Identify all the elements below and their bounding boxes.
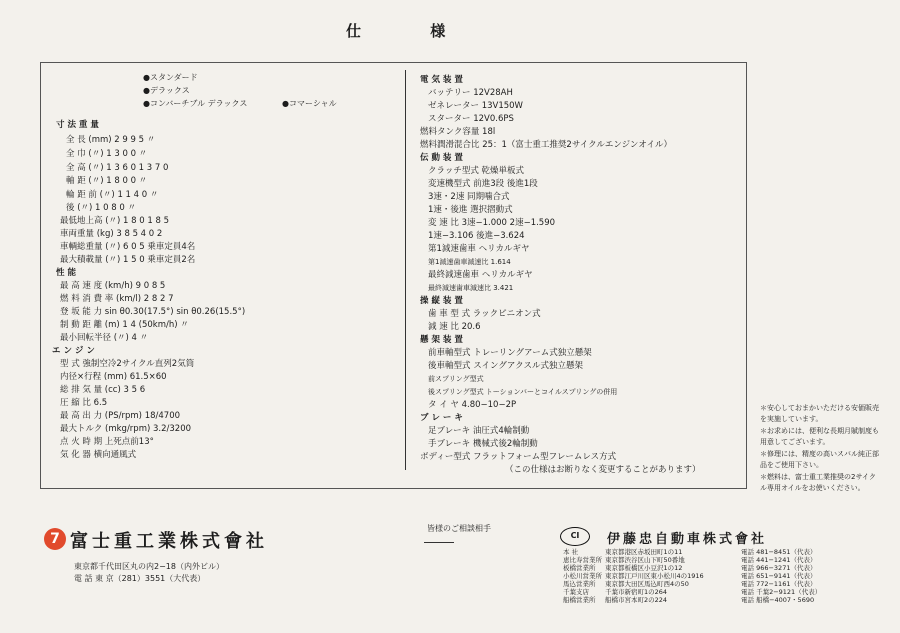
subaru-logo <box>44 528 66 550</box>
left-spec-line: 寸 法 重 量 <box>56 120 99 130</box>
left-spec-line: 最小回転半径 (〃) 4 〃 <box>60 333 149 343</box>
right-spec-line: バッテリー 12V28AH <box>428 88 513 98</box>
model-deluxe: ●デラックス <box>143 86 190 95</box>
branch-row: 船橋営業所 船橋市宮本町2の224 電話 船橋−4007・5690 <box>563 596 815 604</box>
right-spec-line: 歯 車 型 式 ラックピニオン式 <box>428 309 541 319</box>
left-spec-line: 内径×行程 (mm) 61.5×60 <box>60 372 167 382</box>
side-note-4: ＊燃料は、富士重工業推奨の2サイクル専用オイルをお使いください。 <box>760 473 876 492</box>
logo-circle: 7 <box>44 528 66 550</box>
right-spec-line: タ イ ヤ 4.80−10−2P <box>428 400 517 410</box>
left-spec-line: 点 火 時 期 上死点前13° <box>60 437 154 447</box>
right-spec-line: 1速−3.106 後進−3.624 <box>428 231 525 241</box>
right-spec-line: 燃料潤滑混合比 25：1（富士重工推奨2サイクルエンジンオイル） <box>420 140 672 150</box>
branch-row: 本 社 東京都港区赤坂田町1の11 電話 481−8451（代表） <box>563 548 817 556</box>
right-spec-line: （この仕様はお断りなく変更することがあります） <box>505 465 701 475</box>
right-spec-line: ゼネレーター 13V150W <box>428 101 523 111</box>
side-note-2: ＊お求めには、便利な長期月賦制度も用意してございます。 <box>760 427 879 446</box>
right-spec-line: 最終減速歯車減速比 3.421 <box>428 284 514 292</box>
left-spec-line: 気 化 器 横向通風式 <box>60 450 137 460</box>
right-spec-line: 後車軸型式 スイングアクスル式独立懸架 <box>428 361 584 371</box>
left-spec-line: 最低地上高 (〃) 1 8 0 1 8 5 <box>60 216 169 226</box>
left-spec-line: 後 (〃) 1 0 8 0 〃 <box>66 203 136 213</box>
left-spec-line: 全 長 (mm) 2 9 9 5 〃 <box>66 135 156 145</box>
page-title: 仕 様 <box>346 22 478 40</box>
right-spec-line: クラッチ型式 乾燥単板式 <box>428 166 525 176</box>
left-spec-line: 圧 縮 比 6.5 <box>60 398 108 408</box>
right-spec-line: 後スプリング型式 トーションバーとコイルスプリングの併用 <box>428 388 618 396</box>
side-note-1: ＊安心しておまかいただける安価販売を実施しています。 <box>760 404 879 423</box>
left-spec-line: 車輌総重量 (〃) 6 0 5 乗車定員4名 <box>60 242 196 252</box>
right-spec-line: 燃料タンク容量 18l <box>420 127 496 137</box>
right-spec-line: 変 速 比 3速−1.000 2速−1.590 <box>428 218 556 228</box>
left-company-name: 富士重工業株式會社 <box>70 531 268 552</box>
left-spec-line: 最大積載量 (〃) 1 5 0 乗車定員2名 <box>60 255 196 265</box>
side-notes <box>760 403 880 495</box>
model-convertible-deluxe: ●コンバーチブル デラックス <box>143 99 248 108</box>
right-spec-line: 減 速 比 20.6 <box>428 322 481 332</box>
right-spec-line: 第1減速歯車減速比 1.614 <box>428 258 511 266</box>
left-spec-line: 車両重量 (kg) 3 8 5 4 0 2 <box>60 229 163 239</box>
right-spec-line: 懸 架 装 置 <box>420 335 463 345</box>
left-spec-line: 型 式 強制空冷2サイクル直列2気筒 <box>60 359 195 369</box>
left-spec-line: 燃 料 消 費 率 (km/l) 2 8 2 7 <box>60 294 174 304</box>
right-spec-line: スターター 12V0.6PS <box>428 114 514 124</box>
right-spec-line: 第1減速歯車 ヘリカルギヤ <box>428 244 530 254</box>
branch-list <box>563 548 861 604</box>
contact-label: 皆様のご相談相手 <box>427 524 491 533</box>
right-spec-line: ボディー型式 フラットフォーム型フレームレス方式 <box>420 452 617 462</box>
left-spec-line: 登 坂 能 力 sin θ0.30(17.5°) sin θ0.26(15.5°) <box>60 307 246 317</box>
contact-underline <box>424 542 454 543</box>
phone-line: 電 話 東 京（281）3551（大代表） <box>74 574 206 583</box>
right-spec-line: 前車軸型式 トレーリングアーム式独立懸架 <box>428 348 592 358</box>
left-spec-line: 総 排 気 量 (cc) 3 5 6 <box>60 385 146 395</box>
right-spec-line: 1速・後進 選択摺動式 <box>428 205 513 215</box>
branch-row: 馬込営業所 東京都大田区馬込町西4の50 電話 772−1161（代表） <box>563 580 817 588</box>
model-standard: ●スタンダード <box>143 73 198 82</box>
address-line: 東京都千代田区丸の内2−18（内外ビル） <box>74 562 224 571</box>
left-spec-line: 全 巾 (〃) 1 3 0 0 〃 <box>66 149 148 159</box>
side-note-3: ＊修理には、精度の高いスバル純正部品をご使用下さい。 <box>760 450 879 469</box>
right-spec-line: 足ブレーキ 油圧式4輪制動 <box>428 426 530 436</box>
right-spec-line: ブ レ ー キ <box>420 413 463 423</box>
left-spec-line: 軸 距 (〃) 1 8 0 0 〃 <box>66 176 148 186</box>
right-spec-line: 手ブレーキ 機械式後2輪制動 <box>428 439 538 449</box>
left-spec-line: 全 高 (〃) 1 3 6 0 1 3 7 0 <box>66 163 169 173</box>
branch-row: 恵比寿営業所 東京都渋谷区山下町50番地 電話 441−1241（代表） <box>563 556 817 564</box>
left-spec-line: エ ン ジ ン <box>52 346 95 356</box>
left-spec-line: 最大トルク (mkg/rpm) 3.2/3200 <box>60 424 192 434</box>
branch-row: 板橋営業所 東京都板橋区小豆沢1の12 電話 966−3271（代表） <box>563 564 817 572</box>
branch-row: 千葉支店 千葉市新宿町1の264 電話 千葉2−9121（代表） <box>563 588 822 596</box>
left-spec-line: 最 高 出 力 (PS/rpm) 18/4700 <box>60 411 181 421</box>
left-company-address <box>74 561 224 585</box>
left-spec-line: 制 動 距 離 (m) 1 4 (50km/h) 〃 <box>60 320 189 330</box>
right-spec-line: 最終減速歯車 ヘリカルギヤ <box>428 270 533 280</box>
dealer-name: 伊藤忠自動車株式會社 <box>607 532 768 547</box>
right-spec-line: 変速機型式 前進3段 後進1段 <box>428 179 538 189</box>
dealer-logo: CI <box>560 527 590 546</box>
branch-row: 小松川営業所 東京都江戸川区東小松川4の1916 電話 651−9141（代表） <box>563 572 817 580</box>
right-spec-line: 3速・2速 同期噛合式 <box>428 192 510 202</box>
left-spec-line: 性 能 <box>56 268 76 278</box>
left-spec-line: 最 高 速 度 (km/h) 9 0 8 5 <box>60 281 166 291</box>
right-spec-line: 電 気 装 置 <box>420 75 463 85</box>
right-spec-line: 操 縦 装 置 <box>420 296 463 306</box>
right-spec-line: 前スプリング型式 <box>428 375 484 383</box>
right-spec-line: 伝 動 装 置 <box>420 153 463 163</box>
model-commercial: ●コマーシャル <box>282 99 337 108</box>
column-divider <box>405 70 406 470</box>
left-spec-line: 輪 距 前 (〃) 1 1 4 0 〃 <box>66 190 159 200</box>
